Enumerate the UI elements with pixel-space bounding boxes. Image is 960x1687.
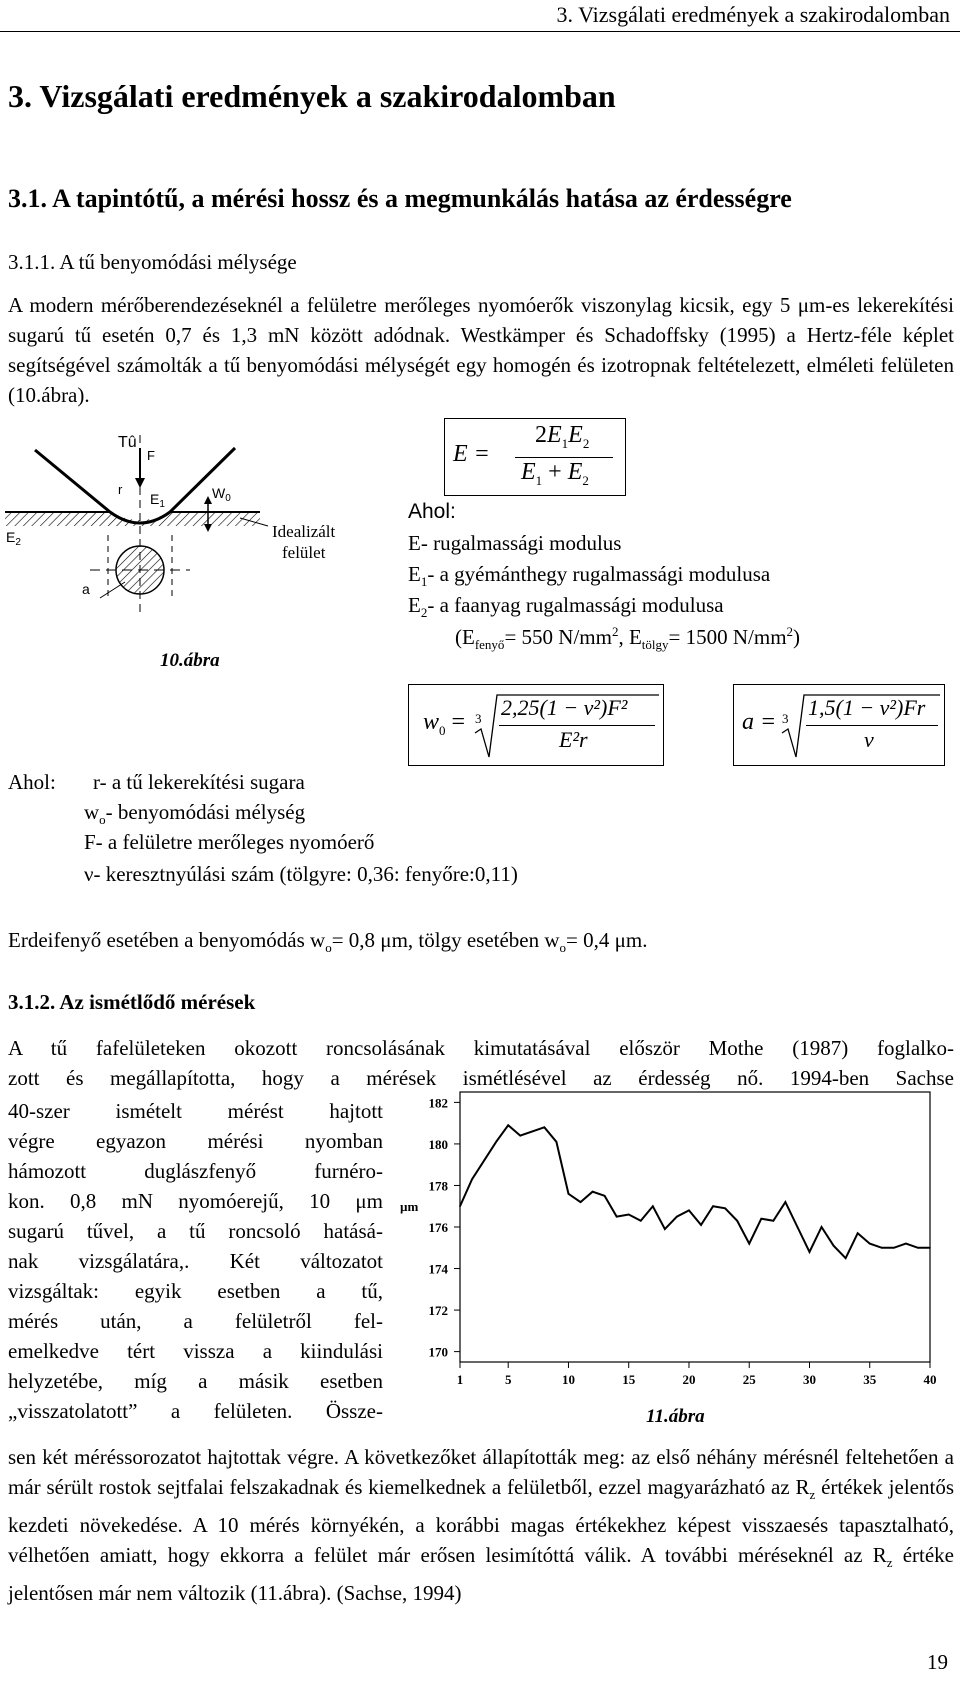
x-tick-label: 30: [802, 1372, 816, 1387]
formula-e-den-e1: E: [521, 459, 536, 485]
formula-a-fraction-bar: [806, 725, 938, 726]
data-point: [568, 1193, 570, 1195]
formula-e-coef: 2: [535, 422, 547, 448]
formula-w0-lhs: [423, 709, 465, 739]
para2-tail-c: értéke jelentősen már nem változik (11.ábra). (Sachse, 1994): [8, 1543, 954, 1606]
ahol-1-line4-c: , E: [618, 625, 642, 649]
fig10-label-tu: Tû: [118, 434, 137, 451]
result-line-a: Erdeifenyő esetében a benyomódás w: [8, 928, 326, 952]
data-point: [748, 1243, 750, 1245]
formula-a-root-index: 3: [782, 711, 789, 726]
result-line: [8, 928, 647, 956]
formula-w0-eq: =: [451, 709, 466, 735]
y-tick-label: 170: [428, 1344, 448, 1360]
data-point: [640, 1220, 642, 1222]
data-point: [652, 1205, 654, 1207]
para2-line-2: zott és megállapította, hogy a mérések ismétlésével az érdesség nő. 1994-ben Sachse: [8, 1066, 954, 1090]
result-line-b: = 0,8 μm, tölgy esetében w: [331, 928, 560, 952]
ahol-1-line3-pre: E: [408, 593, 421, 617]
para2-narrow-line: 40-szer ismételt mérést hajtott: [8, 1099, 383, 1123]
fig10-label-f: F: [147, 448, 155, 463]
subsection-title-2: 3.1.2. Az ismétlődő mérések: [8, 990, 256, 1014]
x-tick-label: 40: [923, 1372, 937, 1387]
para2-narrow-line: kon. 0,8 mN nyomóerejű, 10 μm: [8, 1189, 383, 1213]
data-point: [881, 1247, 883, 1249]
formula-w0-box: [408, 684, 664, 766]
para2-narrow-line: hámozott duglászfenyő furnéro-: [8, 1159, 383, 1183]
formula-w0-fraction-bar: [499, 725, 655, 726]
y-tick-label: 180: [428, 1136, 448, 1152]
para2-narrow-line: mérés után, a felületről fel-: [8, 1309, 383, 1333]
ahol-2-line2-post: - benyomódási mélység: [105, 800, 306, 824]
data-point: [688, 1210, 690, 1212]
para2-tail-sub1: z: [809, 1487, 816, 1503]
data-point: [700, 1224, 702, 1226]
subsection-title-text: 3.1.1. A tű benyomódási mélysége: [8, 250, 297, 274]
data-point: [845, 1257, 847, 1259]
ahol-1-line2: [408, 562, 770, 590]
fig10-caption: 10.ábra: [160, 650, 220, 671]
x-tick-label: 5: [504, 1372, 512, 1387]
data-point: [929, 1247, 931, 1249]
para2-narrow-line: emelkedve tért vissza a kiindulási: [8, 1339, 383, 1363]
data-point: [471, 1178, 473, 1180]
fig10-label-r: r: [118, 482, 123, 497]
data-point: [785, 1201, 787, 1203]
y-axis-label: µm: [400, 1198, 419, 1214]
data-point: [580, 1201, 582, 1203]
y-tick-label: 178: [428, 1178, 448, 1194]
data-point: [556, 1141, 558, 1143]
formula-e-denominator: [521, 459, 589, 489]
data-point: [507, 1124, 509, 1126]
formula-e-num-e1: E: [547, 422, 562, 448]
data-point: [809, 1251, 811, 1253]
formula-e-lhs: E =: [453, 441, 490, 467]
ahol-1-line3-sub: 2: [420, 605, 428, 621]
formula-e-box: [444, 418, 626, 496]
data-point: [459, 1205, 461, 1207]
formula-e-num-sub2: 2: [582, 435, 590, 451]
fig10-label-e1: $E_1$: [150, 491, 165, 510]
ahol-1-line3-post: - a faanyag rugalmassági modulusa: [427, 593, 724, 617]
formula-e-den-sub1: 1: [535, 472, 543, 488]
fig10-label-idealized-2: felület: [282, 543, 326, 562]
intro-paragraph: A modern mérőberendezéseknél a felületre merőleges nyomóerők viszonylag kicsik, egy 5 μm-es lekerekítési sugarú tű esetén 0,7 és 1,3 mN között adódnak. Westkämper és Schadoffsky (1995) a Hertz-féle képlet segítségével számolták a tű benyomódási mélységét egy homogén és izotropnak feltételezett, elméleti felületen (10.ábra).: [8, 293, 954, 407]
ahol-1-title: Ahol:: [408, 500, 456, 523]
figure-11-chart: [400, 1080, 956, 1410]
ahol-2-line1: r- a tű lekerekítési sugara: [93, 770, 305, 794]
formula-a-numerator: 1,5(1 − ν²)Fr: [808, 695, 926, 720]
subsection-title: [8, 250, 297, 275]
x-tick-label: 10: [561, 1372, 575, 1387]
para2-tail-b: értékek jelentős kezdeti növekedése. A 10 mérés környékén, a korábbi magas értékekhez képest visszaesés tapasztalható, vélhetően amiatt, hogy ekkorra a felület már erősen lesimítóttá válik. A további méréseknél az R: [8, 1475, 954, 1568]
x-tick-label: 20: [682, 1372, 696, 1387]
data-point: [797, 1226, 799, 1228]
para2-narrow-line: „visszatolatott” a felületen. Össze-: [8, 1399, 383, 1423]
data-point: [628, 1214, 630, 1216]
formula-a-lhs: a =: [742, 709, 777, 735]
para2-tail-sub2: z: [886, 1555, 893, 1571]
result-line-sub1: o: [325, 940, 332, 956]
ahol-1-line4-sub-b: tölgy: [641, 637, 669, 653]
para2-narrow-line: vizsgáltak: egyik esetben a tű,: [8, 1279, 383, 1303]
data-point: [821, 1226, 823, 1228]
x-tick-label: 1: [456, 1372, 464, 1387]
ahol-1-line4-a: (E: [455, 625, 475, 649]
formula-w0-lhs-w: w: [423, 709, 440, 735]
formula-a-denominator: ν: [864, 727, 874, 752]
ahol-2-line2: [84, 800, 305, 828]
formula-e-numerator: [535, 422, 589, 452]
y-tick-label: 172: [428, 1303, 448, 1319]
fig10-label-idealized-1: Idealizált: [272, 522, 336, 541]
page-number: 19: [927, 1650, 948, 1674]
chapter-title: 3. Vizsgálati eredmények a szakirodalomban: [8, 78, 616, 114]
formula-e-plus: +: [548, 459, 562, 485]
para2-narrow-line: végre egyazon mérési nyomban: [8, 1129, 383, 1153]
para2-narrow-column: [8, 1096, 383, 1426]
y-tick-label: 174: [428, 1261, 448, 1277]
ahol-2-line2-pre: w: [84, 800, 100, 824]
ahol-1-line1: E- rugalmassági modulus: [408, 531, 622, 555]
result-line-sub2: o: [559, 940, 567, 956]
data-point: [664, 1228, 666, 1230]
ahol-1-line4-sub-a: fenyő: [474, 637, 505, 653]
ahol-2-line4: ν- keresztnyúlási szám (tölgyre: 0,36: fenyőre:0,11): [84, 862, 518, 886]
data-point: [604, 1195, 606, 1197]
formula-w0-lhs-sub: 0: [439, 722, 446, 738]
para2-tail: [8, 1442, 954, 1608]
section-title: 3.1. A tapintótű, a mérési hossz és a megmunkálás hatása az érdességre: [8, 184, 792, 213]
ahol-1-line2-sub: 1: [420, 574, 428, 590]
ahol-1-line4-sup2: 2: [786, 624, 794, 639]
ahol-1-line2-pre: E: [408, 562, 421, 586]
data-point: [773, 1220, 775, 1222]
para2-narrow-line: helyzetébe, míg a másik esetben: [8, 1369, 383, 1393]
fig10-label-e2: $E_2$: [6, 529, 21, 548]
ahol-1-line4: [455, 624, 800, 653]
para2-narrow-line: nak vizsgálatára,. Két változatot: [8, 1249, 383, 1273]
running-header: 3. Vizsgálati eredmények a szakirodalomban: [556, 2, 950, 27]
figure-10: [0, 430, 380, 680]
header-rule: [0, 31, 960, 32]
formula-e-num-sub1: 1: [561, 435, 569, 451]
ahol-1-line4-sup1: 2: [611, 624, 619, 639]
formula-w0-numerator: 2,25(1 − ν²)F²: [501, 695, 628, 720]
formula-e-den-e2: E: [567, 459, 583, 485]
ahol-2-title: Ahol:: [8, 770, 56, 794]
ahol-1-line4-d: = 1500 N/mm: [668, 625, 787, 649]
data-point: [917, 1247, 919, 1249]
ahol-2-line3: F- a felületre merőleges nyomóerő: [84, 830, 375, 854]
formula-w0-denominator: E²r: [559, 727, 588, 752]
data-point: [519, 1135, 521, 1137]
ahol-2-line2-sub: o: [99, 812, 106, 828]
fig11-caption: 11.ábra: [646, 1406, 705, 1427]
y-tick-label: 176: [428, 1220, 448, 1235]
data-point: [592, 1191, 594, 1193]
y-tick-label: 182: [428, 1095, 448, 1111]
para2-narrow-line: sugarú tűvel, a tű roncsoló hatásá-: [8, 1219, 383, 1243]
formula-e-num-e2: E: [568, 422, 583, 448]
ahol-1-line2-post: - a gyémánthegy rugalmassági modulusa: [427, 562, 771, 586]
x-tick-label: 35: [863, 1372, 877, 1387]
ahol-1-line4-e: ): [793, 625, 801, 649]
data-point: [616, 1216, 618, 1218]
fig10-label-a: a: [82, 581, 90, 597]
data-point: [676, 1216, 678, 1218]
ahol-1-line4-b: = 550 N/mm: [504, 625, 612, 649]
result-line-c: = 0,4 μm.: [566, 928, 648, 952]
data-point: [833, 1245, 835, 1247]
x-tick-label: 25: [742, 1372, 756, 1387]
formula-a-box: [733, 684, 945, 766]
data-point: [544, 1127, 546, 1129]
data-point: [724, 1208, 726, 1210]
para2-line-1: A tű fafelületeken okozott roncsolásának kimutatásával először Mothe (1987) foglalko-: [8, 1036, 954, 1060]
fig10-label-w0: $W_0$: [212, 485, 231, 504]
data-point: [532, 1131, 534, 1133]
data-point: [736, 1220, 738, 1222]
data-point: [857, 1232, 859, 1234]
para2-tail-a: sen két méréssorozatot hajtottak végre. A következőket állapították meg: az első néhány mérésnél feltehetően a már sérült rostok sejtfalai felszakadnak és kiemelkednek a felületből, ezzel magyarázható az R: [8, 1445, 954, 1499]
x-tick-label: 15: [622, 1372, 636, 1387]
data-point: [905, 1243, 907, 1245]
data-point: [483, 1160, 485, 1162]
data-point: [712, 1205, 714, 1207]
series-line: [460, 1125, 930, 1258]
data-point: [495, 1141, 497, 1143]
formula-e-fraction-bar: [515, 457, 613, 458]
data-point: [869, 1243, 871, 1245]
ahol-1-line3: [408, 593, 724, 621]
data-point: [893, 1247, 895, 1249]
formula-w0-root-index: 3: [475, 711, 482, 726]
data-point: [760, 1218, 762, 1220]
formula-e-den-sub2: 2: [582, 472, 589, 488]
